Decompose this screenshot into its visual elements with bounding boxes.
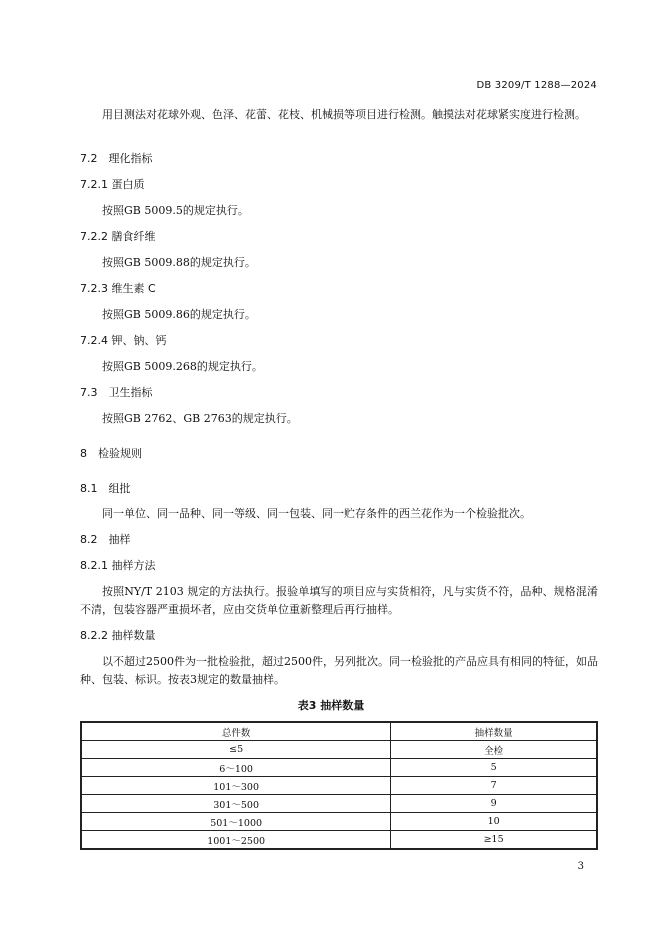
section-8-2-2-text: 以不超过2500件为一批检验批，超过2500件，另列批次。同一检验批的产品应具有相同的特征，如品种、包装、标识。按表3规定的数量抽样。: [80, 655, 598, 686]
section-8-1-heading: 8.1 组批: [80, 482, 131, 495]
cell-sample-quantity: 7: [391, 777, 597, 795]
intro-paragraph: 用目测法对花球外观、色泽、花蕾、花枝、机械损等项目进行检测。触摸法对花球紧实度进行检测。: [102, 108, 586, 121]
cell-total-pieces: 6～100: [81, 759, 391, 777]
cell-sample-quantity: 10: [391, 813, 597, 831]
section-8-heading: 8 检验规则: [80, 447, 142, 460]
section-8-1-text: 同一单位、同一品种、同一等级、同一包装、同一贮存条件的西兰花作为一个检验批次。: [102, 507, 531, 520]
cell-sample-quantity: ≥15: [391, 831, 597, 850]
section-7-3-text: 按照GB 2762、GB 2763的规定执行。: [102, 412, 298, 425]
section-7-2-heading: 7.2 理化指标: [80, 152, 153, 165]
section-8-2-1-heading: 8.2.1 抽样方法: [80, 559, 156, 572]
cell-sample-quantity: 全检: [391, 741, 597, 759]
section-7-2-2-heading: 7.2.2 膳食纤维: [80, 230, 156, 243]
page-number: 3: [577, 861, 584, 872]
cell-total-pieces: 101～300: [81, 777, 391, 795]
table-header-row: [81, 722, 597, 741]
section-7-2-2-text: 按照GB 5009.88的规定执行。: [102, 256, 256, 269]
document-id-header: DB 3209/T 1288—2024: [476, 80, 597, 91]
cell-sample-quantity: 9: [391, 795, 597, 813]
section-7-2-3-heading: 7.2.3 维生素 C: [80, 282, 156, 295]
section-8-2-2-heading: 8.2.2 抽样数量: [80, 629, 156, 642]
section-7-3-heading: 7.3 卫生指标: [80, 386, 153, 399]
section-7-2-4-text: 按照GB 5009.268的规定执行。: [102, 360, 263, 373]
table-row: [81, 777, 597, 795]
sampling-quantity-table: [80, 721, 598, 850]
table-3-caption: 表3 抽样数量: [297, 699, 365, 712]
table-row: [81, 795, 597, 813]
section-7-2-1-text: 按照GB 5009.5的规定执行。: [102, 204, 249, 217]
cell-total-pieces: 1001～2500: [81, 831, 391, 850]
section-8-2-heading: 8.2 抽样: [80, 533, 131, 546]
header-total-pieces: 总件数: [81, 722, 391, 741]
cell-total-pieces: ≤5: [81, 741, 391, 759]
cell-sample-quantity: 5: [391, 759, 597, 777]
table-row: [81, 813, 597, 831]
section-7-2-3-text: 按照GB 5009.86的规定执行。: [102, 308, 256, 321]
table-row: [81, 741, 597, 759]
table-row: [81, 831, 597, 850]
cell-total-pieces: 501～1000: [81, 813, 391, 831]
header-sample-quantity: 抽样数量: [391, 722, 597, 741]
cell-total-pieces: 301～500: [81, 795, 391, 813]
section-8-2-1-text: 按照NY/T 2103 规定的方法执行。报验单填写的项目应与实货相符，凡与实货不符，品种、规格混淆不清，包装容器严重损坏者，应由交货单位重新整理后再行抽样。: [80, 585, 598, 616]
section-7-2-4-heading: 7.2.4 钾、钠、钙: [80, 334, 167, 347]
table-row: [81, 759, 597, 777]
section-7-2-1-heading: 7.2.1 蛋白质: [80, 178, 145, 191]
